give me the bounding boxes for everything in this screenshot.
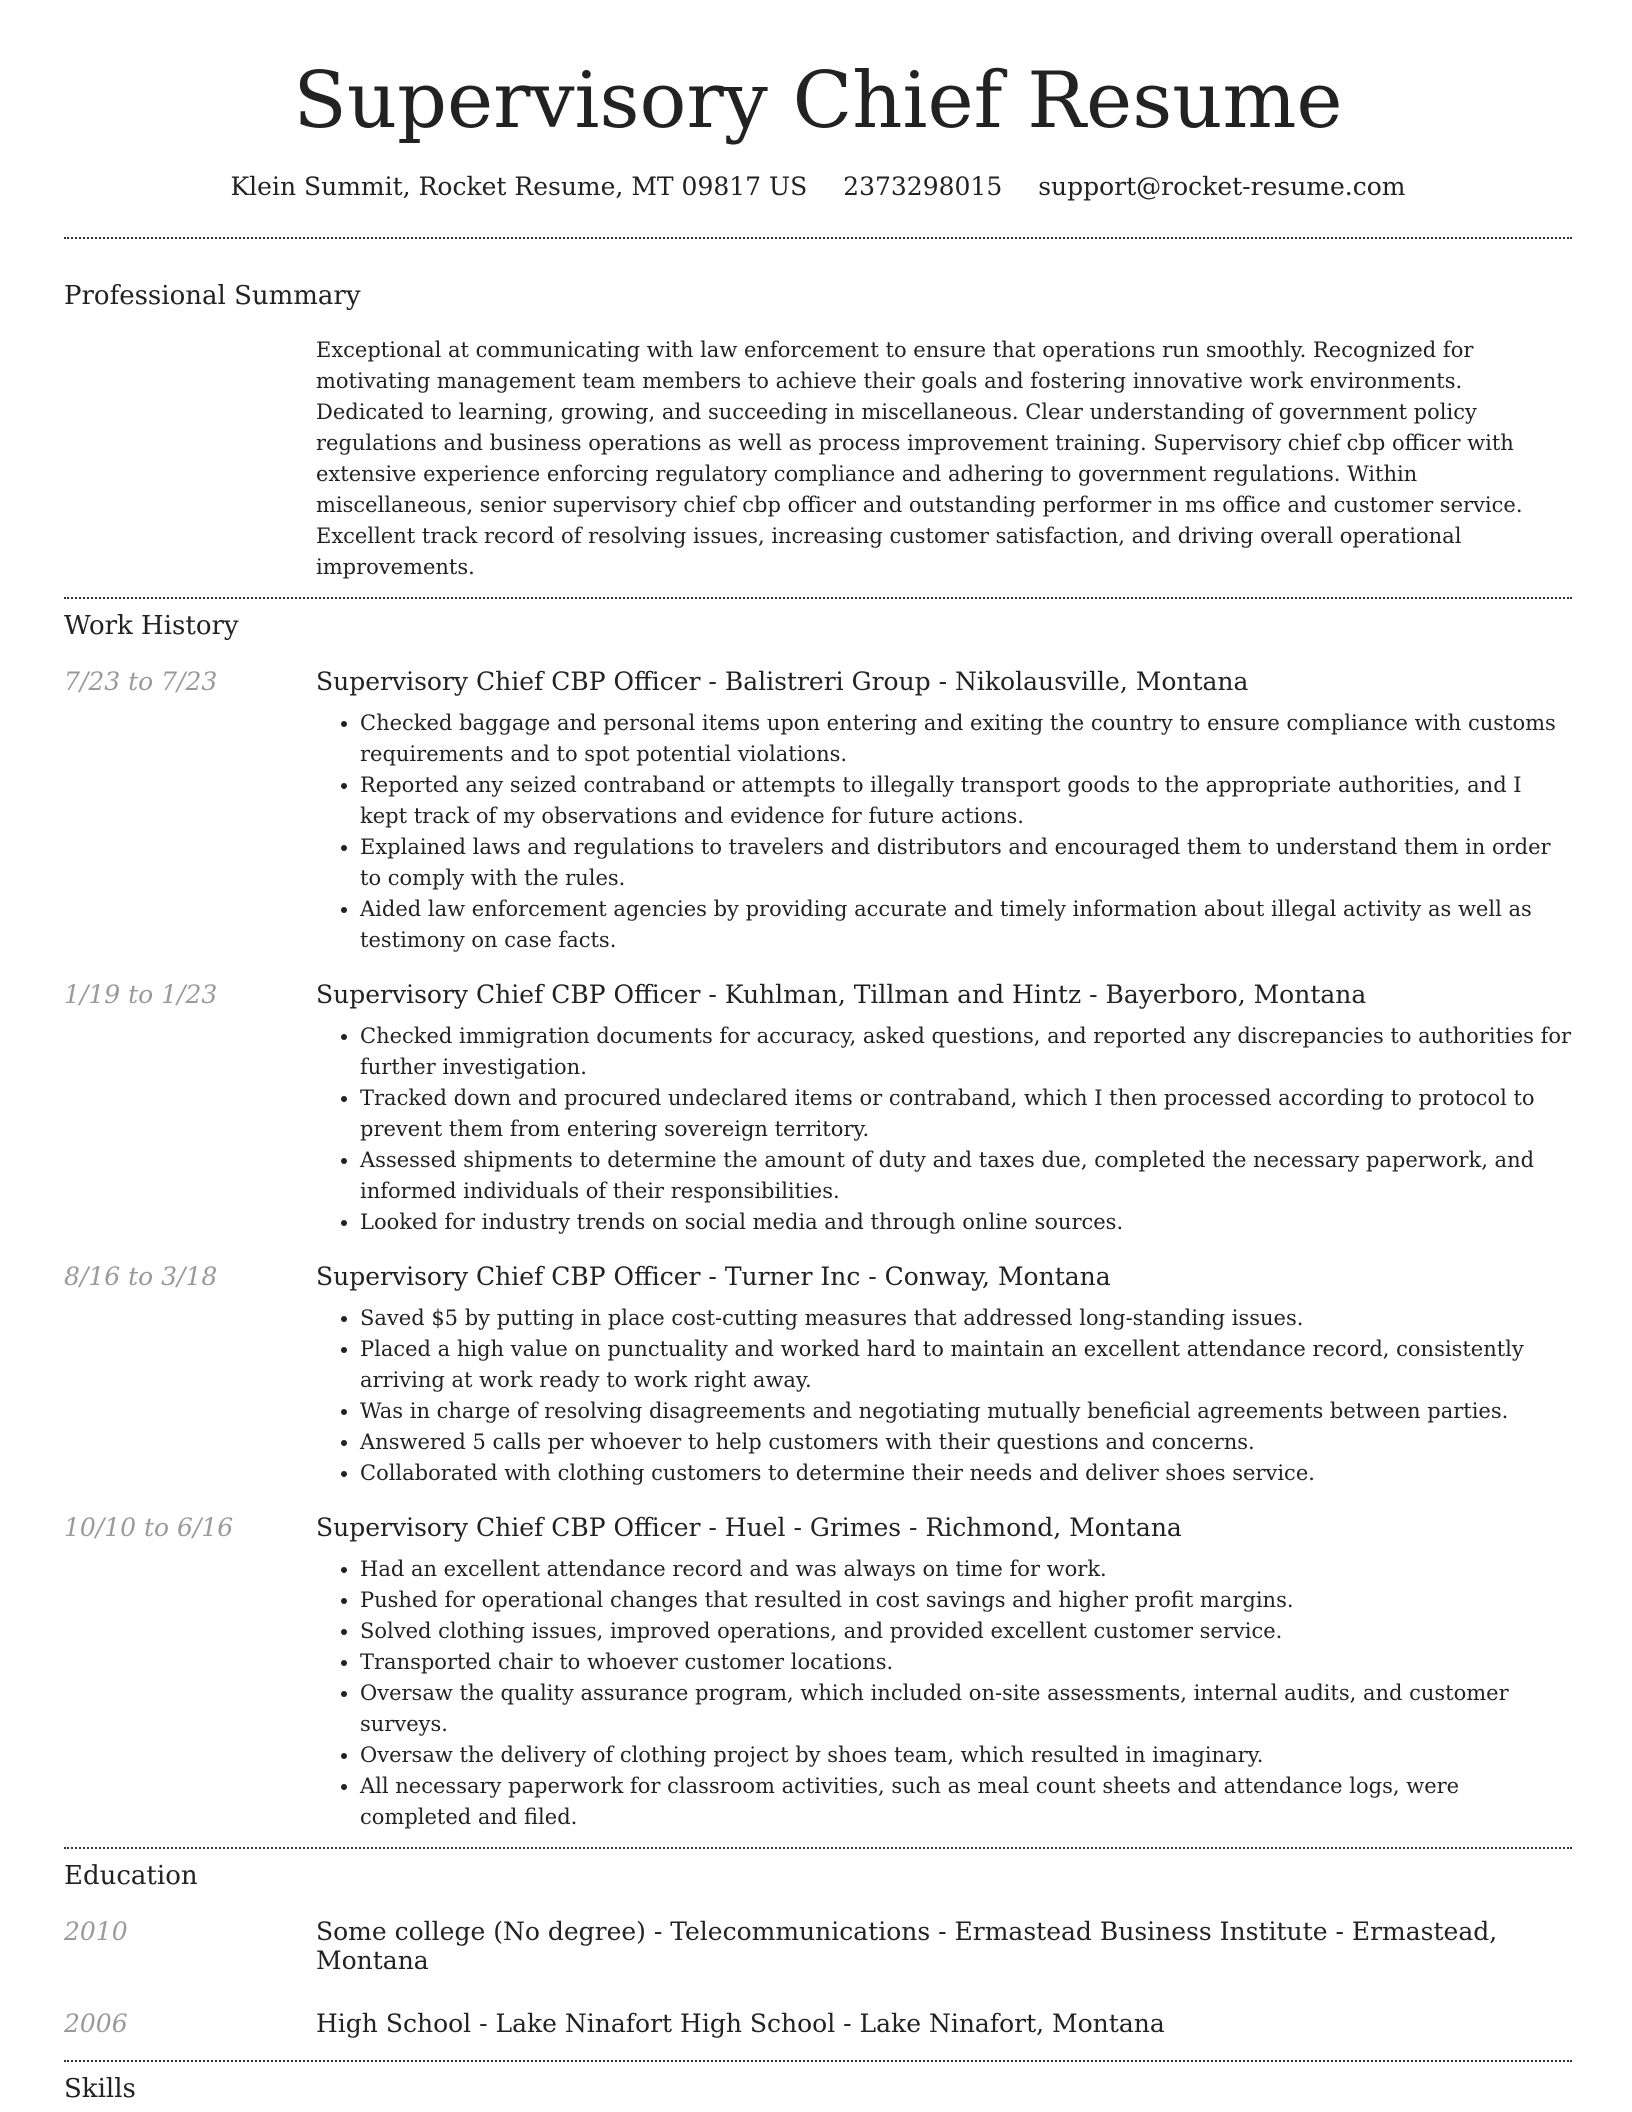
- page-title: Supervisory Chief Resume: [293, 56, 1343, 146]
- education-text: Some college (No degree) - Telecommunications - Ermastead Business Institute - Ermastead, Montana: [316, 1917, 1498, 1975]
- job-bullet: • Explained laws and regulations to travelers and distributors and encouraged them to understand them in order to comply with the rules.: [360, 832, 1572, 894]
- section-title-skills: Skills: [64, 2074, 136, 2104]
- job-bullet: • Had an excellent attendance record and was always on time for work.: [360, 1554, 1572, 1585]
- job-bullet: • Pushed for operational changes that resulted in cost savings and higher profit margins.: [360, 1585, 1572, 1616]
- job-title: Supervisory Chief CBP Officer - Kuhlman, Tillman and Hintz - Bayerboro, Montana: [316, 980, 1367, 1009]
- job-bullet: • Placed a high value on punctuality and worked hard to maintain an excellent attendance record, consistently arriving at work ready to work right away.: [360, 1334, 1572, 1396]
- summary-text: Exceptional at communicating with law enforcement to ensure that operations run smoothly. Recognized for motivating management team members to achieve their goals and fostering innovative work environments. Dedicated to learning, growing, and succeeding in miscellaneous. Clear understanding of government policy regulations and business operations as well as process improvement training. Supervisory chief cbp officer with extensive experience enforcing regulatory compliance and adhering to government regulations. Within miscellaneous, senior supervisory chief cbp officer and outstanding performer in ms office and customer service. Excellent track record of resolving issues, increasing customer satisfaction, and driving overall operational improvements.: [316, 338, 1523, 579]
- job-title: Supervisory Chief CBP Officer - Balistreri Group - Nikolausville, Montana: [316, 667, 1249, 696]
- job-bullet: • Was in charge of resolving disagreements and negotiating mutually beneficial agreements between parties.: [360, 1396, 1572, 1427]
- job-title: Supervisory Chief CBP Officer - Huel - Grimes - Richmond, Montana: [316, 1513, 1182, 1542]
- job-bullet: • Saved $5 by putting in place cost-cutting measures that addressed long-standing issues.: [360, 1303, 1572, 1334]
- job-bullet: • Transported chair to whoever customer locations.: [360, 1647, 1572, 1678]
- section-title-work-history: Work History: [64, 611, 239, 641]
- job-title: Supervisory Chief CBP Officer - Turner Inc - Conway, Montana: [316, 1262, 1111, 1291]
- contact-email: support@rocket-resume.com: [1038, 172, 1406, 201]
- education-year: 2010: [64, 1917, 128, 1946]
- education-entry: [64, 2009, 1572, 2038]
- job-bullet-list: [316, 708, 1572, 956]
- job-body: [316, 667, 1572, 956]
- job-bullet: • Checked baggage and personal items upon entering and exiting the country to ensure compliance with customs requirements and to spot potential violations.: [360, 708, 1572, 770]
- job-bullet: • Aided law enforcement agencies by providing accurate and timely information about illegal activity as well as testimony on case facts.: [360, 894, 1572, 956]
- job-bullet: • All necessary paperwork for classroom activities, such as meal count sheets and attendance logs, were completed and filed.: [360, 1771, 1572, 1833]
- job-bullet: • Tracked down and procured undeclared items or contraband, which I then processed according to protocol to prevent them from entering sovereign territory.: [360, 1083, 1572, 1145]
- education-year: 2006: [64, 2009, 128, 2038]
- job-bullet: • Oversaw the delivery of clothing project by shoes team, which resulted in imaginary.: [360, 1740, 1572, 1771]
- divider: [64, 597, 1572, 599]
- job-bullet-list: [316, 1554, 1572, 1833]
- divider: [64, 237, 1572, 239]
- education-text: High School - Lake Ninafort High School - Lake Ninafort, Montana: [316, 2009, 1165, 2038]
- job-bullet: • Solved clothing issues, improved operations, and provided excellent customer service.: [360, 1616, 1572, 1647]
- job-entry: [64, 1513, 1572, 1833]
- job-body: [316, 1513, 1572, 1833]
- divider: [64, 1847, 1572, 1849]
- job-bullet: • Collaborated with clothing customers to determine their needs and deliver shoes service.: [360, 1458, 1572, 1489]
- divider: [64, 2060, 1572, 2062]
- job-body: [316, 1262, 1572, 1489]
- education-entry: [64, 1917, 1572, 1975]
- job-bullet: • Answered 5 calls per whoever to help customers with their questions and concerns.: [360, 1427, 1572, 1458]
- job-bullet: • Assessed shipments to determine the amount of duty and taxes due, completed the necessary paperwork, and informed individuals of their responsibilities.: [360, 1145, 1572, 1207]
- job-bullet: • Checked immigration documents for accuracy, asked questions, and reported any discrepancies to authorities for further investigation.: [360, 1021, 1572, 1083]
- job-dates: 7/23 to 7/23: [64, 667, 218, 696]
- section-title-education: Education: [64, 1861, 198, 1891]
- job-entry: [64, 980, 1572, 1238]
- job-body: [316, 980, 1572, 1238]
- job-bullet: • Reported any seized contraband or attempts to illegally transport goods to the appropriate authorities, and I kept track of my observations and evidence for future actions.: [360, 770, 1572, 832]
- job-bullet: • Looked for industry trends on social media and through online sources.: [360, 1207, 1572, 1238]
- contact-line: [64, 172, 1572, 201]
- job-bullet-list: [316, 1303, 1572, 1489]
- job-entry: [64, 1262, 1572, 1489]
- resume-page: [64, 0, 1572, 2104]
- job-entry: [64, 667, 1572, 956]
- job-bullet-list: [316, 1021, 1572, 1238]
- job-dates: 8/16 to 3/18: [64, 1262, 218, 1291]
- contact-address: Klein Summit, Rocket Resume, MT 09817 US: [230, 172, 808, 201]
- section-title-summary: Professional Summary: [64, 281, 361, 311]
- job-dates: 10/10 to 6/16: [64, 1513, 234, 1542]
- job-bullet: • Oversaw the quality assurance program, which included on-site assessments, internal audits, and customer surveys.: [360, 1678, 1572, 1740]
- job-dates: 1/19 to 1/23: [64, 980, 218, 1009]
- contact-phone: 2373298015: [843, 172, 1003, 201]
